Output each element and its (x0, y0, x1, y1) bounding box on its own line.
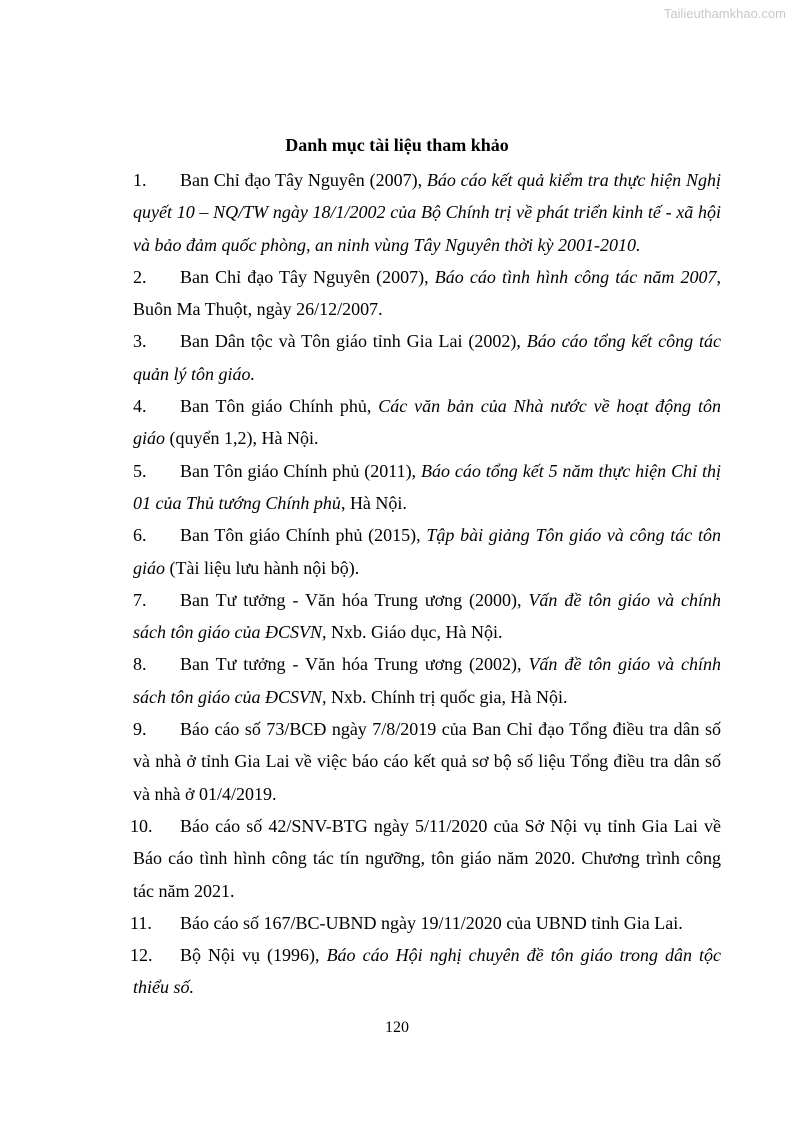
page-title: Danh mục tài liệu tham khảo (285, 135, 509, 155)
reference-text: Ban Tư tưởng - Văn hóa Trung ương (2000), (180, 589, 529, 610)
reference-number: 2. (133, 266, 147, 287)
reference-text-tail: , Hà Nội. (340, 492, 407, 513)
reference-text: Ban Chỉ đạo Tây Nguyên (2007), (180, 266, 435, 287)
reference-title: Báo cáo tổng kết công tác quản lý tôn giáo. (133, 331, 721, 384)
reference-number: 6. (133, 525, 147, 546)
reference-title: Tập bài giảng Tôn giáo và công tác tôn giáo (133, 525, 721, 578)
reference-number: 1. (133, 170, 147, 190)
reference-text: Ban Chỉ đạo Tây Nguyên (2007), (180, 170, 427, 190)
reference-title: Các văn bản của Nhà nước về hoạt động tôn giáo (133, 396, 722, 449)
reference-text: Báo cáo số 73/BCĐ ngày 7/8/2019 của Ban Chỉ đạo Tổng điều tra dân số và nhà ở tỉnh Gia Lai về việc báo cáo kết quả sơ bộ số liệu Tổng điều tra dân số và nhà ở 01/4/2019. (133, 719, 721, 804)
reference-text: Ban Tôn giáo Chính phủ (2015), (180, 525, 427, 546)
watermark: Tailieuthamkhao.com (663, 6, 786, 21)
reference-title: Vấn đề tôn giáo và chính sách tôn giáo của ĐCSVN (133, 654, 722, 707)
reference-item (133, 519, 721, 584)
reference-item (133, 261, 721, 326)
reference-number: 11. (130, 912, 152, 933)
reference-number: 8. (133, 654, 147, 675)
reference-number: 10. (130, 815, 153, 836)
reference-list (130, 164, 722, 1004)
reference-title: Báo cáo Hội nghị chuyên đề tôn giáo trong dân tộc thiểu số. (133, 945, 721, 998)
reference-number: 5. (133, 460, 147, 481)
reference-title: Báo cáo kết quả kiểm tra thực hiện Nghị quyết 10 – NQ/TW ngày 18/1/2002 của Bộ Chính trị về phát triển kinh tế - xã hội và bảo đảm quốc phòng, an ninh vùng Tây Nguyên thời kỳ 2001-2010. (133, 170, 721, 255)
reference-text: Bộ Nội vụ (1996), (180, 945, 327, 966)
reference-item (133, 648, 721, 713)
reference-item (133, 325, 721, 390)
page-number: 120 (385, 1019, 409, 1036)
reference-text: Ban Tôn giáo Chính phủ (2011), (180, 460, 421, 481)
reference-item (133, 455, 721, 520)
reference-text-tail: (quyển 1,2), Hà Nội. (165, 428, 319, 449)
reference-text-tail: , Buôn Ma Thuột, ngày 26/12/2007. (133, 266, 721, 320)
reference-text: Ban Tư tưởng - Văn hóa Trung ương (2002), (180, 654, 529, 675)
reference-text: Ban Tôn giáo Chính phủ, (180, 396, 379, 417)
reference-text: Báo cáo số 167/BC-UBND ngày 19/11/2020 của UBND tỉnh Gia Lai. (180, 912, 683, 933)
reference-text-tail: , Nxb. Chính trị quốc gia, Hà Nội. (322, 686, 568, 707)
reference-title: Vấn đề tôn giáo và chính sách tôn giáo của ĐCSVN (133, 589, 722, 643)
reference-number: 12. (130, 945, 153, 966)
reference-number: 4. (133, 396, 147, 417)
reference-number: 7. (133, 589, 147, 610)
reference-title: Báo cáo tổng kết 5 năm thực hiện Chỉ thị 01 của Thủ tướng Chính phủ (133, 460, 721, 513)
reference-text-tail: (Tài liệu lưu hành nội bộ). (165, 557, 360, 578)
reference-item (130, 939, 721, 1004)
reference-item (130, 810, 721, 907)
reference-text: Ban Dân tộc và Tôn giáo tỉnh Gia Lai (2002), (180, 331, 527, 352)
reference-number: 9. (133, 719, 147, 740)
reference-item (133, 390, 721, 455)
reference-item (130, 907, 721, 939)
reference-title: Báo cáo tình hình công tác năm 2007 (434, 266, 717, 287)
reference-item (133, 164, 721, 261)
reference-item (133, 713, 721, 810)
reference-item (133, 584, 721, 649)
reference-text: Báo cáo số 42/SNV-BTG ngày 5/11/2020 của Sở Nội vụ tỉnh Gia Lai về Báo cáo tình hình công tác tín ngưỡng, tôn giáo năm 2020. Chương trình công tác năm 2021. (133, 815, 721, 901)
reference-text-tail: , Nxb. Giáo dục, Hà Nội. (322, 622, 503, 643)
reference-number: 3. (133, 331, 147, 352)
